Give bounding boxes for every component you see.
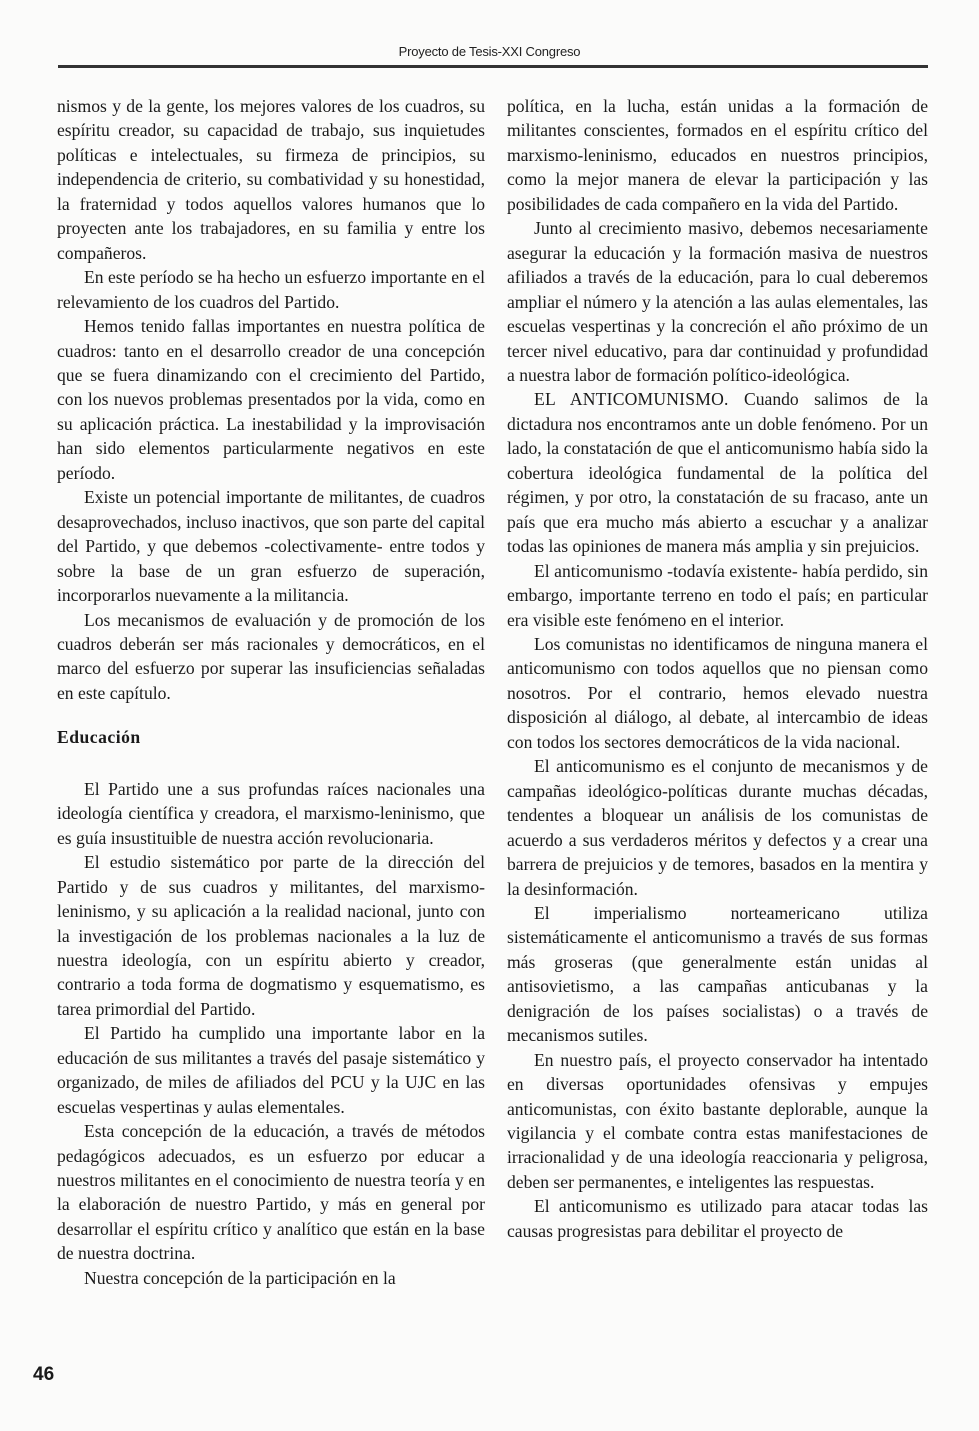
paragraph: El anticomunismo es utilizado para atacar todas las causas progresistas para debilitar el proyecto de (507, 1196, 928, 1241)
paragraph: Los comunistas no identificamos de ninguna manera el anticomunismo con todos aquellos que no piensan como nosotros. Por el contrario, hemos elevado nuestra disposición al diálogo, al debate, al intercambio de ideas con todos los sectores democráticos de la vida nacional. (507, 633, 928, 752)
paragraph: El Partido ha cumplido una importante labor en la educación de sus militantes a través del pasaje sistemático y organizado, de miles de afiliados del PCU y la UJC en las escuelas vespertinas y aulas elementales. (57, 1023, 485, 1117)
paragraph: En este período se ha hecho un esfuerzo importante en el relevamiento de los cuadros del Partido. (57, 267, 485, 312)
header-rule (58, 65, 928, 68)
paragraph: Nuestra concepción de la participación en la (84, 1267, 396, 1288)
paragraph: El estudio sistemático por parte de la dirección del Partido y de sus cuadros y militantes, del marxismo-leninismo, y su aplicación a la realidad nacional, junto con la investigación de los problemas nacionales a la luz de nuestra ideología, con un espíritu abierto y creador, contrario a toda forma de dogmatismo y esquematismo, es tarea primordial del Partido. (57, 852, 485, 1019)
paragraph: Junto al crecimiento masivo, debemos necesariamente asegurar la educación y la formación masiva de nuestros afiliados a través de la educación, para lo cual deberemos ampliar el número y la atención a las aulas elementales, las escuelas vespertinas y la concreción el año próximo de un tercer nivel educativo, para dar continuidad y profundidad a nuestra labor de formación político-ideológica. (507, 218, 928, 385)
paragraph: Esta concepción de la educación, a través de métodos pedagógicos adecuados, es un esfuerzo por educar a nuestros militantes en el conocimiento de nuestra teoría y en la elaboración de nuestro Partido, y más en general por desarrollar el espíritu crítico y analítico que están en la base de nuestra doctrina. (57, 1121, 485, 1264)
paragraph: En nuestro país, el proyecto conservador ha intentado en diversas oportunidades ofensivas y empujes anticomunistas, con éxito bastante deplorable, aunque la vigilancia y el combate contra estas manifestaciones de irracionalidad y de una ideología reaccionaria y peligrosa, deben ser permanentes, e inteligentes las respuestas. (507, 1049, 928, 1192)
paragraph (507, 387, 928, 558)
paragraph: El anticomunismo -todavía existente- había perdido, sin embargo, importante terreno en todo el país; en particular era visible este fenómeno en el interior. (507, 560, 928, 630)
running-header: Proyecto de Tesis-XXI Congreso (398, 44, 581, 59)
page-number: 46 (33, 1364, 55, 1385)
left-column (57, 94, 485, 1290)
paragraph: nismos y de la gente, los mejores valores de los cuadros, su espíritu creador, su capacidad de trabajo, sus inquietudes políticas e intelectuales, su firmeza de principios, su independencia de criterio, su combatividad y su honestidad, la fraternidad y todos aquellos valores humanos que lo proyecten ante los trabajadores, en su familia y entre los compañeros. (57, 96, 485, 263)
paragraph: política, en la lucha, están unidas a la formación de militantes conscientes, formados en el espíritu crítico del marxismo-leninismo, educados en nuestros principios, como la mejor manera de elevar la participación y las posibilidades de cada compañero en la vida del Partido. (507, 96, 928, 214)
paragraph: El Partido une a sus profundas raíces nacionales una ideología científica y creadora, el marxismo-leninismo, que es guía insustituible de nuestra acción revolucionaria. (57, 778, 485, 848)
subsection-lead: EL ANTICOMUNISMO. (534, 389, 729, 410)
paragraph: El anticomunismo es el conjunto de mecanismos y de campañas ideológico-políticas durante muchas décadas, tendentes a bloquear un análisis de los comunistas de acuerdo a sus verdaderos méritos y defectos y a crear una barrera de prejuicios y de temores, basados en la mentira y la desinformación. (507, 756, 928, 899)
paragraph-text: Cuando salimos de la dictadura nos encontramos ante un doble fenómeno. Por un lado, la constatación de que el anticomunismo había sido la cobertura ideológica fundamental de la política del régimen, y por otro, la constatación de su fracaso, ante un país que era mucho más abierto a escuchar y a analizar todas las opiniones de manera más amplia y sin prejuicios. (507, 389, 929, 557)
paragraph: Existe un potencial importante de militantes, de cuadros desaprovechados, incluso inactivos, que son parte del capital del Partido, y que debemos -colectivamente- entre todos y sobre la base de un gran esfuerzo de superación, incorporarlos nuevamente a la militancia. (57, 487, 485, 606)
paragraph: Los mecanismos de evaluación y de promoción de los cuadros deberán ser más racionales y democráticos, en el marco del esfuerzo por superar las insuficiencias señaladas en este capítulo. (57, 609, 485, 703)
section-heading: Educación (57, 727, 141, 748)
right-column (507, 94, 928, 1243)
paragraph: El imperialismo norteamericano utiliza sistemáticamente el anticomunismo a través de sus formas más groseras (que generalmente están unidas al antisovietismo, a las campañas anticubanas y la denigración de los países socialistas) o a través de mecanismos sutiles. (507, 902, 928, 1046)
paragraph: Hemos tenido fallas importantes en nuestra política de cuadros: tanto en el desarrollo creador de una concepción que se fuera dinamizando con el crecimiento del Partido, con los nuevos problemas presentados por la vida, como en su aplicación práctica. La inestabilidad y la improvisación han sido elementos particularmente negativos en este período. (57, 316, 485, 483)
